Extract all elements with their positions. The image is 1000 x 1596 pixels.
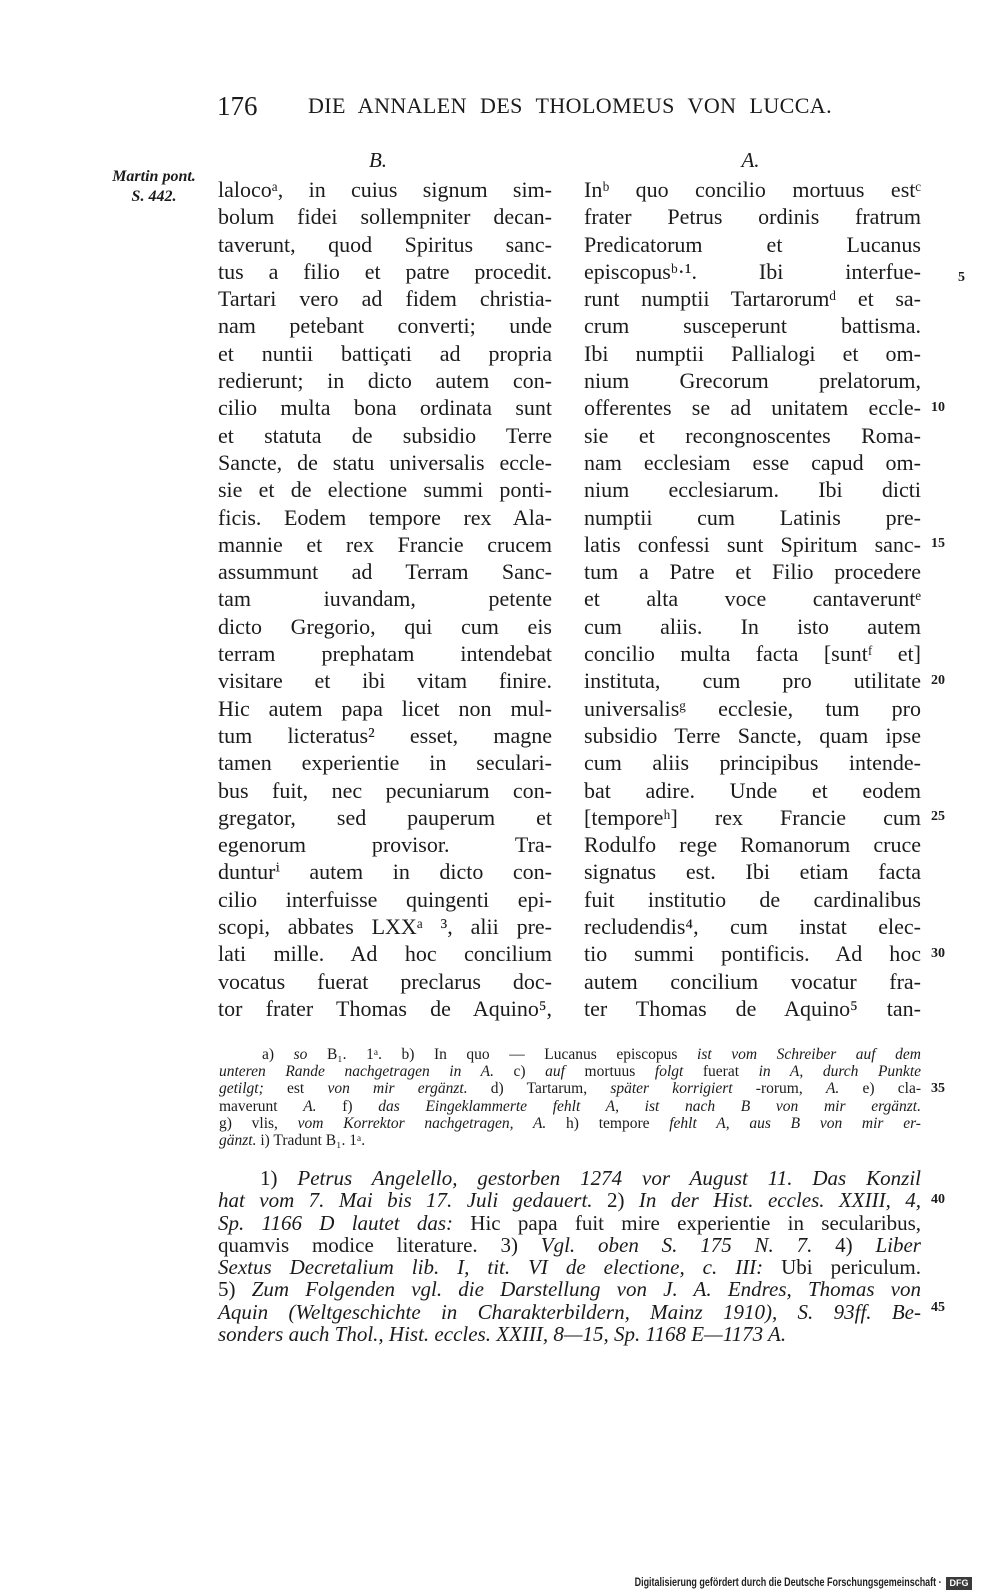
- roman-text: i) Tradunt B₁. 1ᵃ.: [256, 1131, 366, 1149]
- critical-apparatus: [219, 1046, 921, 1149]
- column-b-line: bolum fidei sollempniter decan-: [218, 204, 552, 230]
- apparatus-line: [219, 1063, 921, 1080]
- column-b-line: et nuntii battiçati ad propria: [218, 340, 552, 366]
- column-a-line: nium ecclesiarum. Ibi dicti: [584, 477, 921, 503]
- line-number: 20: [931, 673, 945, 688]
- column-b-line: tam iuvandam, petente: [218, 586, 552, 612]
- column-a-line: autem concilium vocatur fra-: [584, 968, 921, 994]
- italic-text: auf: [545, 1063, 565, 1081]
- column-a-line: cum aliis. In isto autem: [584, 613, 921, 639]
- column-b-line: bus fuit, nec pecuniarum con-: [218, 777, 552, 803]
- roman-text: c): [493, 1063, 546, 1081]
- column-a-line: sie et recongnoscentes Roma-: [584, 422, 921, 448]
- footnote-line: [218, 1278, 921, 1300]
- line-number: 35: [931, 1081, 945, 1096]
- apparatus-line: [219, 1046, 921, 1063]
- italic-text: Zum Folgenden vgl. die Darstellung von J. A. Endres, Thomas von: [251, 1277, 921, 1302]
- column-b-line: nam petebant converti; unde: [218, 313, 552, 339]
- margin-note-page-ref: S. 442.: [131, 188, 177, 205]
- column-a-line: latis confessi sunt Spiritum sanc-: [584, 531, 921, 557]
- column-b-label: B.: [368, 148, 388, 172]
- column-a-line: runt numptii Tartarorumᵈ et sa-: [584, 286, 921, 312]
- italic-text: Vgl. oben S. 175 N. 7.: [540, 1232, 813, 1257]
- italic-text: unteren Rande nachgetragen in A.: [219, 1063, 494, 1081]
- column-b-line: tor frater Thomas de Aquino⁵,: [218, 995, 552, 1021]
- line-number: 40: [931, 1192, 945, 1207]
- column-b-line: dunturⁱ autem in dicto con-: [218, 859, 552, 885]
- line-number: 5: [958, 270, 965, 285]
- column-a-line: nium Grecorum prelatorum,: [584, 368, 921, 394]
- italic-text: Sp. 1166 D lautet das:: [218, 1210, 454, 1235]
- roman-text: quamvis modice literature. 3): [218, 1232, 541, 1257]
- italic-text: später korrigiert: [610, 1080, 733, 1098]
- running-title: DIE ANNALEN DES THOLOMEUS VON LUCCA.: [308, 93, 832, 118]
- roman-text: g) vlis,: [219, 1114, 298, 1132]
- page-number: 176: [217, 91, 258, 121]
- margin-note-source: Martin pont.: [112, 168, 196, 185]
- roman-text: maverunt: [219, 1097, 304, 1115]
- column-a-line: Inᵇ quo concilio mortuus estᶜ: [584, 177, 921, 202]
- column-a-line: Rodulfo rege Romanorum cruce: [584, 832, 921, 858]
- column-b-line: cilio multa bona ordinata sunt: [218, 395, 552, 421]
- column-a-line: frater Petrus ordinis fratrum: [584, 204, 921, 230]
- digitization-credit: [548, 1575, 972, 1591]
- column-b-line: redierunt; in dicto autem con-: [218, 368, 552, 394]
- line-number: 10: [931, 400, 945, 415]
- column-a: [584, 176, 921, 1022]
- apparatus-line: [219, 1132, 921, 1149]
- column-a-line: fuit institutio de cardinalibus: [584, 886, 921, 912]
- apparatus-line: [219, 1098, 921, 1115]
- footnote-line: [218, 1301, 921, 1323]
- roman-text: 4): [812, 1232, 876, 1257]
- footnote-line: [218, 1256, 921, 1278]
- italic-text: folgt: [654, 1063, 684, 1081]
- italic-text: hat vom 7. Mai bis 17. Juli gedauert.: [218, 1188, 593, 1213]
- column-b: [218, 176, 552, 1022]
- italic-text: getilgt;: [219, 1080, 264, 1098]
- column-b-line: vocatus fuerat preclarus doc-: [218, 968, 552, 994]
- column-b-line: tamen experientie in seculari-: [218, 750, 552, 776]
- roman-text: 2): [592, 1188, 639, 1213]
- italic-text: Liber: [875, 1232, 921, 1257]
- margin-note: [92, 167, 216, 207]
- roman-text: 1): [260, 1166, 298, 1190]
- column-b-line: lalocoᵃ, in cuius signum sim-: [218, 177, 552, 202]
- italic-text: Petrus Angelello, gestorben 1274 vor August 11. Das Konzil: [297, 1166, 921, 1190]
- column-b-line: mannie et rex Francie crucem: [218, 531, 552, 557]
- column-b-line: Sancte, de statu universalis eccle-: [218, 449, 552, 475]
- roman-text: e) cla-: [839, 1080, 922, 1098]
- column-a-line: [temporeʰ] rex Francie cum: [584, 804, 921, 830]
- column-b-line: et statuta de subsidio Terre: [218, 422, 552, 448]
- roman-text: B₁. 1ᵃ. b) In quo — Lucanus episcopus: [307, 1046, 698, 1063]
- italic-text: in A, durch Punkte: [758, 1063, 922, 1081]
- italic-text: A.: [303, 1097, 317, 1115]
- italic-text: gänzt.: [219, 1131, 257, 1149]
- roman-text: d) Tartarum,: [467, 1080, 611, 1098]
- roman-text: fuerat: [683, 1063, 759, 1081]
- roman-text: a): [262, 1046, 294, 1063]
- column-a-line: tum a Patre et Filio procedere: [584, 559, 921, 585]
- column-a-line: Ibi numptii Pallialogi et om-: [584, 340, 921, 366]
- column-a-line: signatus est. Ibi etiam facta: [584, 859, 921, 885]
- roman-text: h) tempore: [546, 1114, 670, 1132]
- column-b-line: assummunt ad Terram Sanc-: [218, 559, 552, 585]
- column-b-line: visitare et ibi vitam finire.: [218, 668, 552, 694]
- italic-text: A.: [825, 1080, 840, 1098]
- roman-text: est: [263, 1080, 328, 1098]
- column-b-line: gregator, sed pauperum et: [218, 804, 552, 830]
- column-a-line: tio summi pontificis. Ad hoc: [584, 941, 921, 967]
- roman-text: -rorum,: [732, 1080, 826, 1098]
- line-number: 30: [931, 946, 945, 961]
- line-number: 25: [931, 809, 945, 824]
- column-a-line: crum susceperunt battisma.: [584, 313, 921, 339]
- column-a-line: numptii cum Latinis pre-: [584, 504, 921, 530]
- line-number: 45: [931, 1300, 945, 1315]
- column-b-line: taverunt, quod Spiritus sanc-: [218, 231, 552, 257]
- line-number: 15: [931, 536, 945, 551]
- column-a-line: et alta voce cantaveruntᵉ: [584, 586, 921, 612]
- roman-text: f): [316, 1097, 379, 1115]
- italic-text: Aquin (Weltgeschichte in Charakterbildern, Mainz 1910), S. 93ff. Be-: [218, 1299, 921, 1324]
- column-a-line: bat adire. Unde et eodem: [584, 777, 921, 803]
- column-a-line: universalisᵍ ecclesie, tum pro: [584, 695, 921, 721]
- column-b-line: sie et de electione summi ponti-: [218, 477, 552, 503]
- column-a-line: recludendis⁴, cum instat elec-: [584, 914, 921, 940]
- apparatus-line: [219, 1080, 921, 1097]
- footnote-line: [218, 1212, 921, 1234]
- column-a-line: instituta, cum pro utilitate: [584, 668, 921, 694]
- roman-text: 5): [218, 1277, 252, 1302]
- italic-text: sonders auch Thol., Hist. eccles. XXIII, 8—15, Sp. 1168 E—1173 A.: [218, 1322, 787, 1347]
- roman-text: mortuus: [564, 1063, 655, 1081]
- column-a-line: ter Thomas de Aquino⁵ tan-: [584, 995, 921, 1021]
- column-a-label: A.: [741, 148, 760, 172]
- column-b-line: tus a filio et patre procedit.: [218, 258, 552, 284]
- footnote-line: [218, 1234, 921, 1256]
- footnote-line: [218, 1167, 921, 1189]
- column-b-line: ficis. Eodem tempore rex Ala-: [218, 504, 552, 530]
- roman-text: Ubi periculum.: [763, 1255, 921, 1280]
- credit-text: Digitalisierung gefördert durch die Deutsche Forschungsgemeinschaft ·: [634, 1577, 942, 1589]
- column-a-line: offerentes se ad unitatem eccle-: [584, 395, 921, 421]
- footnote-line: [218, 1323, 921, 1345]
- column-a-line: Predicatorum et Lucanus: [584, 231, 921, 257]
- column-b-line: Tartari vero ad fidem christia-: [218, 286, 552, 312]
- footnote-line: [218, 1189, 921, 1211]
- italic-text: das Eingeklammerte fehlt A, ist nach B von mir ergänzt.: [378, 1097, 921, 1115]
- column-b-line: terram prephatam intendebat: [218, 641, 552, 667]
- italic-text: vom Korrektor nachgetragen, A.: [297, 1114, 547, 1132]
- column-b-line: dicto Gregorio, qui cum eis: [218, 613, 552, 639]
- column-b-line: cilio interfuisse quingenti epi-: [218, 886, 552, 912]
- column-b-line: lati mille. Ad hoc concilium: [218, 941, 552, 967]
- column-a-line: concilio multa facta [suntᶠ et]: [584, 641, 921, 667]
- column-a-line: subsidio Terre Sancte, quam ipse: [584, 722, 921, 748]
- italic-text: fehlt A, aus B von mir er-: [669, 1114, 921, 1132]
- column-b-line: egenorum provisor. Tra-: [218, 832, 552, 858]
- column-b-line: Hic autem papa licet non mul-: [218, 695, 552, 721]
- column-a-line: episcopusᵇ·¹. Ibi interfue-: [584, 258, 921, 284]
- column-a-line: cum aliis principibus intende-: [584, 750, 921, 776]
- dfg-logo: DFG: [946, 1577, 972, 1590]
- italic-text: so: [293, 1046, 308, 1063]
- column-b-line: scopi, abbates LXXᵃ ³, alii pre-: [218, 914, 552, 940]
- apparatus-line: [219, 1115, 921, 1132]
- column-b-line: tum licteratus² esset, magne: [218, 722, 552, 748]
- italic-text: In der Hist. eccles. XXIII, 4,: [638, 1188, 921, 1213]
- italic-text: Sextus Decretalium lib. I, tit. VI de electione, c. III:: [218, 1255, 764, 1280]
- italic-text: von mir ergänzt.: [327, 1080, 468, 1098]
- italic-text: ist vom Schreiber auf dem: [697, 1046, 921, 1063]
- footnotes: [218, 1167, 921, 1345]
- column-a-line: nam ecclesiam esse capud om-: [584, 449, 921, 475]
- roman-text: Hic papa fuit mire experientie in secularibus,: [453, 1210, 921, 1235]
